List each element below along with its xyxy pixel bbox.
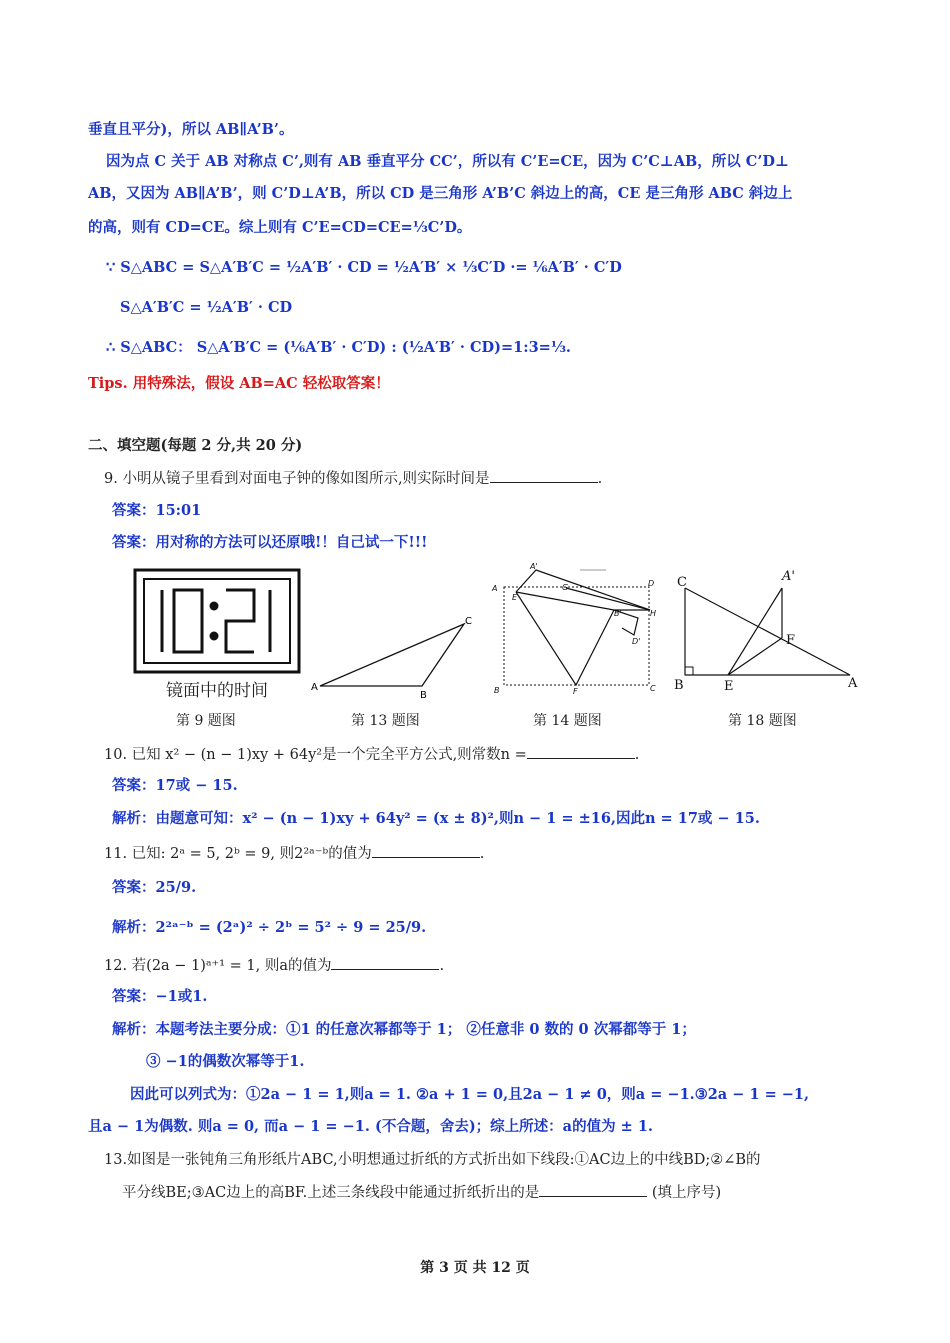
answer-blank xyxy=(490,468,598,483)
answer-11: 答案：25/9. xyxy=(112,879,197,896)
figure-18-caption: 第 18 题图 xyxy=(728,713,797,729)
solution-12-c: 因此可以列式为：①2a − 1 = 1,则a = 1. ②a + 1 = 0,且2a − 1 ≠ 0，则a = −1.③2a − 1 = −1, xyxy=(130,1086,810,1103)
answer-10: 答案：17或 − 15. xyxy=(112,777,238,794)
solution-11: 解析：2²ᵃ⁻ᵇ = (2ᵃ)² ÷ 2ᵇ = 5² ÷ 9 = 25/9. xyxy=(112,919,427,936)
mirror-clock-figure xyxy=(132,568,302,708)
question-10: 10. 已知 x² − (n − 1)xy + 64y²是一个完全平方公式,则常数n = . xyxy=(104,744,639,765)
f14-label-D1: D' xyxy=(632,637,641,646)
f18-label-B: B xyxy=(674,678,684,693)
solution-12-a: 解析：本题考法主要分成：①1 的任意次幂都等于 1； ②任意非 0 数的 0 次幂都等于 1； xyxy=(112,1021,696,1038)
answer-blank xyxy=(331,955,439,970)
question-12: 12. 若(2a − 1)ᵃ⁺¹ = 1, 则a的值为 . xyxy=(104,955,444,976)
question-11-text: 11. 已知: 2ᵃ = 5, 2ᵇ = 9, 则2²ᵃ⁻ᵇ的值为 xyxy=(104,846,372,862)
f14-label-F: F xyxy=(573,687,578,696)
clock-caption: 镜面中的时间 xyxy=(166,681,268,701)
f13-label-A: A xyxy=(311,682,318,693)
question-13-note: (填上序号) xyxy=(651,1185,722,1201)
solution-10: 解析：由题意可知：x² − (n − 1)xy + 64y² = (x ± 8)²,则n − 1 = ±16,因此n = 17或 − 15. xyxy=(112,810,760,827)
question-9-text: 9. 小明从镜子里看到对面电子钟的像如图所示,则实际时间是 xyxy=(104,471,490,487)
solution-formula-1: ∵ S△ABC = S△A′B′C = ½A′B′ · CD = ½A′B′ × ⅓C′D ·= ⅙A′B′ · C′D xyxy=(106,259,622,276)
f18-label-A: A xyxy=(848,676,858,691)
f14-label-B: B xyxy=(494,686,500,695)
answer-blank xyxy=(527,744,635,759)
answer-9-hint: 答案：用对称的方法可以还原哦!！自己试一下!!! xyxy=(112,534,428,551)
answer-blank xyxy=(372,843,480,858)
page-footer: 第 3 页 共 12 页 xyxy=(420,1260,530,1276)
f14-label-A1: A' xyxy=(530,562,538,571)
f14-label-C: C xyxy=(650,684,656,693)
question-10-text: 10. 已知 x² − (n − 1)xy + 64y²是一个完全平方公式,则常数n = xyxy=(104,747,527,763)
question-13-line-2 xyxy=(122,1182,721,1203)
figure-14-caption: 第 14 题图 xyxy=(533,713,602,729)
solution-12-b: ③ −1的偶数次幂等于1. xyxy=(146,1053,305,1070)
solution-line-4: 的高，则有 CD=CE。综上则有 C’E=CD=CE=⅓C’D。 xyxy=(88,219,472,236)
question-13-line-1: 13.如图是一张钝角三角形纸片ABC,小明想通过折纸的方式折出如下线段:①AC边上的中线BD;②∠B的 xyxy=(104,1152,761,1168)
f13-label-C: C xyxy=(465,616,472,627)
figure-13-caption: 第 13 题图 xyxy=(351,713,420,729)
question-11: 11. 已知: 2ᵃ = 5, 2ᵇ = 9, 则2²ᵃ⁻ᵇ的值为 . xyxy=(104,843,484,864)
figure-18-triangles xyxy=(672,566,862,696)
solution-line-1: 垂直且平分)，所以 AB∥A’B’。 xyxy=(88,121,294,138)
figure-13-triangle xyxy=(308,612,478,702)
question-13-text: 平分线BE;③AC边上的高BF.上述三条线段中能通过折纸折出的是 xyxy=(122,1185,540,1201)
f18-label-F: F xyxy=(786,633,796,648)
f14-label-A: A xyxy=(492,584,498,593)
question-12-text: 12. 若(2a − 1)ᵃ⁺¹ = 1, 则a的值为 xyxy=(104,958,332,974)
f18-label-A1: A' xyxy=(782,569,795,584)
f18-label-C: C xyxy=(677,575,687,590)
solution-formula-2: S△A′B′C = ½A′B′ · CD xyxy=(120,299,293,316)
solution-12-d: 且a − 1为偶数. 则a = 0, 而a − 1 = −1. (不合题，舍去)；综上所述：a的值为 ± 1. xyxy=(88,1118,653,1135)
f13-label-B: B xyxy=(420,690,427,701)
answer-9: 答案：15:01 xyxy=(112,502,202,519)
answer-blank xyxy=(539,1182,647,1197)
figure-9-caption: 第 9 题图 xyxy=(176,713,236,729)
f14-label-G: G xyxy=(562,583,569,592)
answer-12: 答案：−1或1. xyxy=(112,988,208,1005)
f14-label-E: E xyxy=(512,593,518,602)
f14-label-D: D xyxy=(648,579,655,588)
section-title: 二、填空题(每题 2 分,共 20 分) xyxy=(88,437,303,454)
figure-14-folded-rectangle xyxy=(488,560,668,700)
tips-line: Tips. 用特殊法，假设 AB=AC 轻松取答案！ xyxy=(88,375,390,392)
solution-formula-3: ∴ S△ABC： S△A′B′C = (⅙A′B′ · C′D) : (½A′B′ · CD)=1:3=⅓. xyxy=(106,339,571,356)
f18-label-E: E xyxy=(724,679,734,694)
solution-line-3: AB，又因为 AB∥A’B’，则 C’D⊥A’B，所以 CD 是三角形 A’B’C 斜边上的高，CE 是三角形 ABC 斜边上 xyxy=(88,185,793,202)
question-9: 9. 小明从镜子里看到对面电子钟的像如图所示,则实际时间是 . xyxy=(104,468,602,489)
f14-label-B1: B' xyxy=(614,609,622,618)
f14-label-H: H xyxy=(650,609,657,618)
solution-line-2: 因为点 C 关于 AB 对称点 C’,则有 AB 垂直平分 CC’，所以有 C’E=CE，因为 C’C⊥AB，所以 C’D⊥ xyxy=(106,153,789,170)
